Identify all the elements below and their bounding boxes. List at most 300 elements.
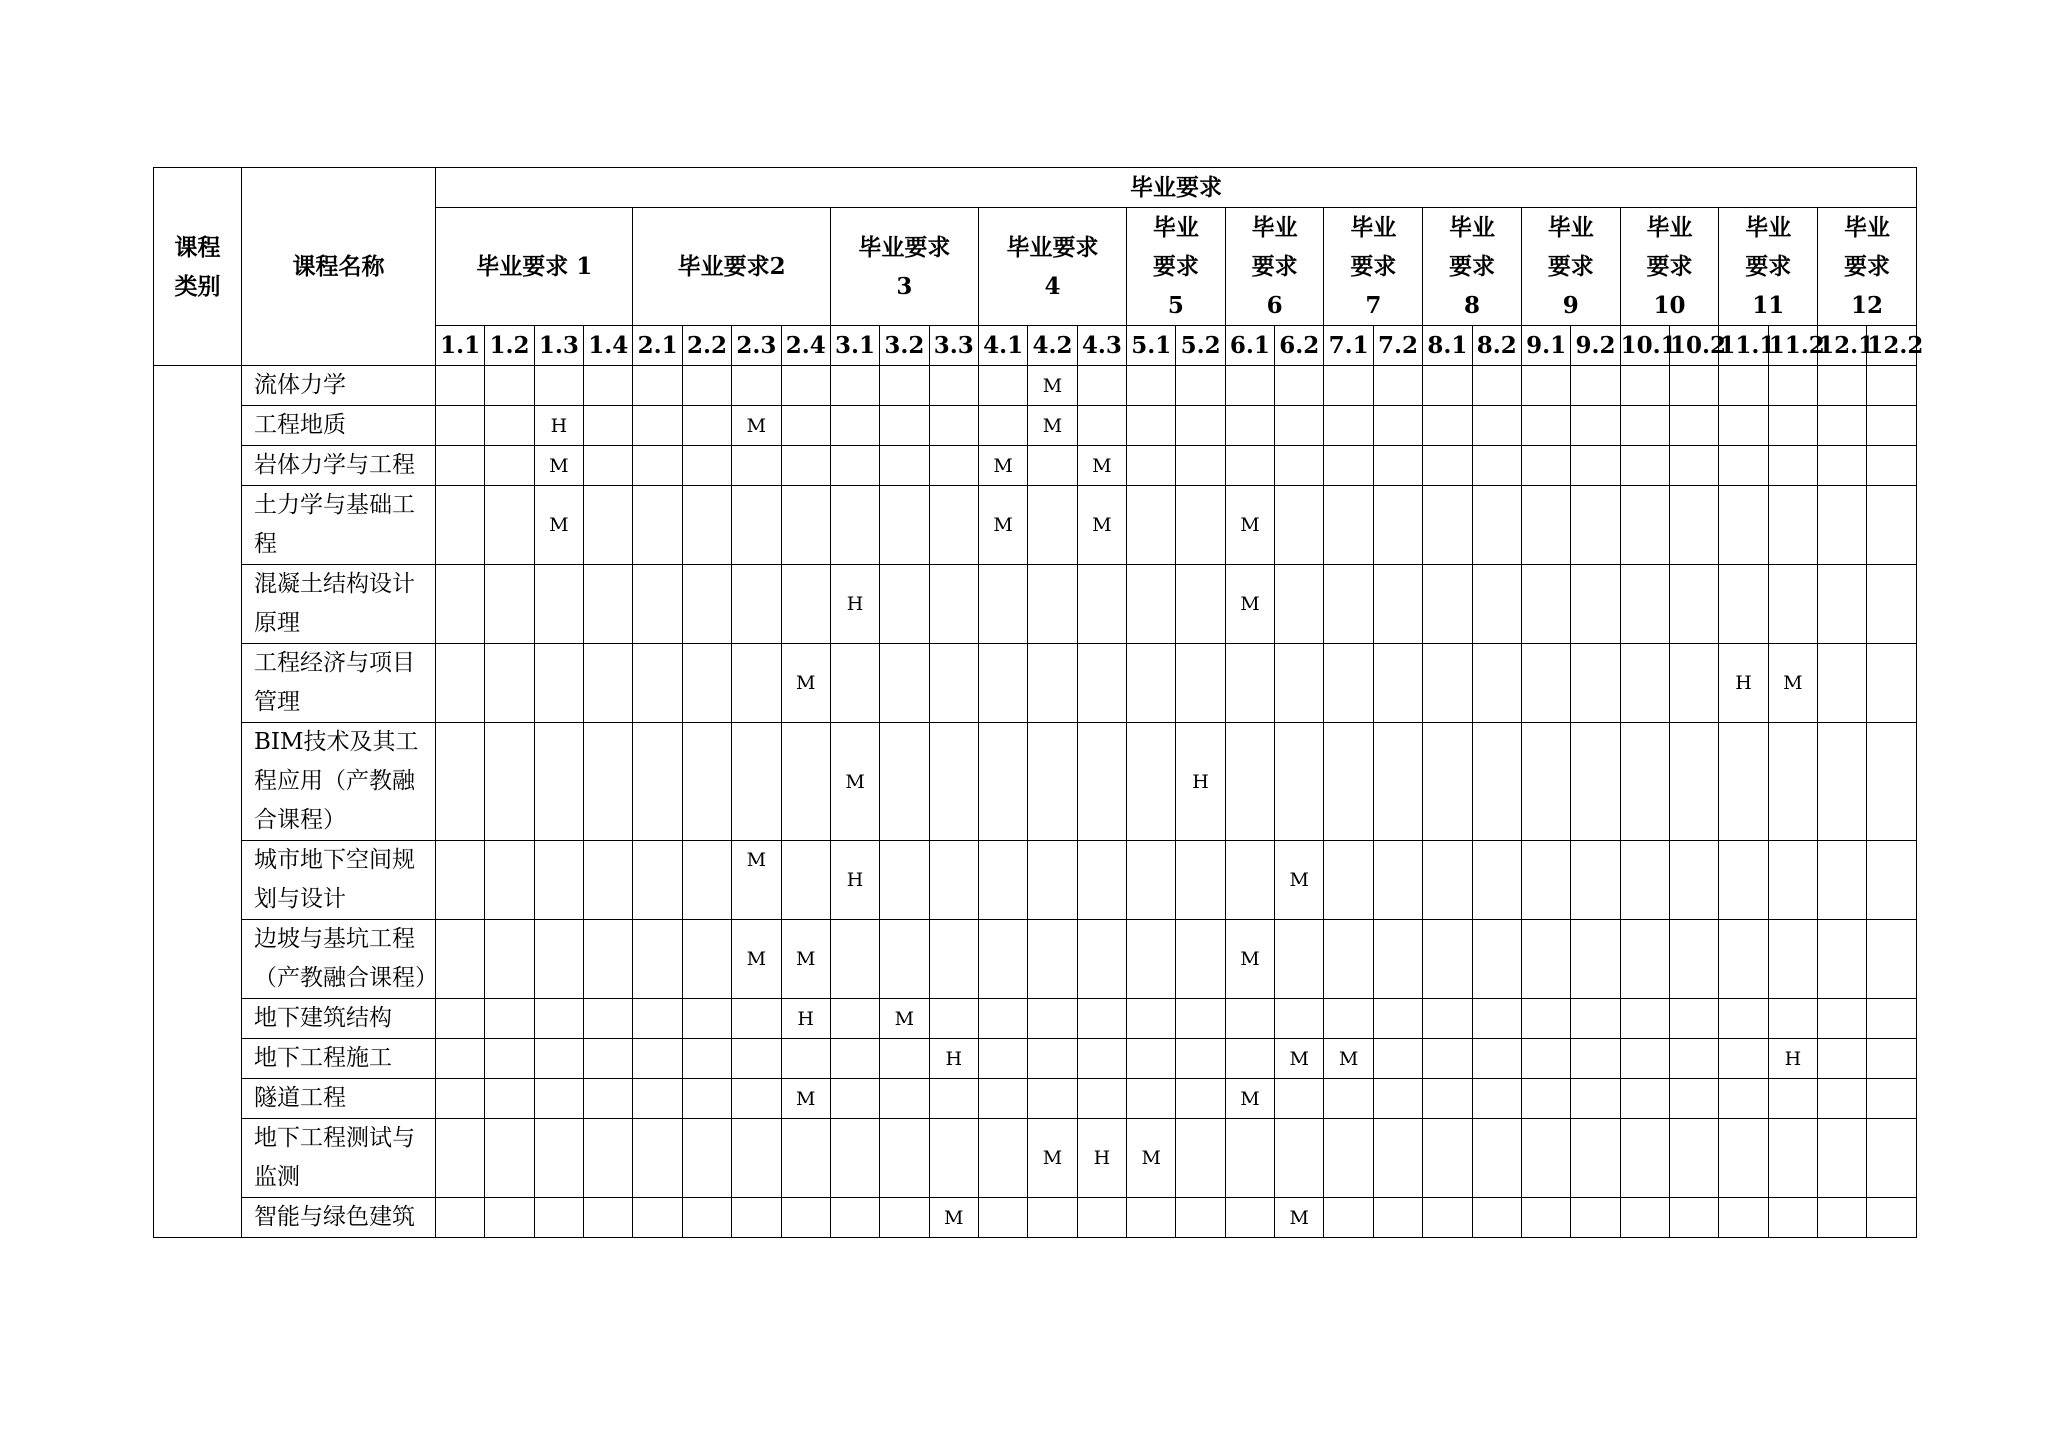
course-name-cell: 混凝土结构设计原理	[242, 565, 436, 644]
requirement-cell	[1275, 1119, 1324, 1198]
requirement-cell	[929, 366, 978, 406]
table-row	[154, 920, 1917, 999]
requirement-cell	[1028, 565, 1077, 644]
requirement-cell	[1423, 1119, 1472, 1198]
requirement-cell	[436, 406, 485, 446]
requirement-cell	[534, 723, 583, 841]
requirement-cell	[1324, 999, 1373, 1039]
requirement-sub-header: 12.1	[1818, 326, 1867, 366]
requirement-cell	[1324, 1119, 1373, 1198]
requirement-cell	[1521, 999, 1570, 1039]
requirement-cell	[1719, 366, 1768, 406]
requirement-cell	[534, 1119, 583, 1198]
requirement-cell	[436, 1198, 485, 1238]
requirement-cell	[1127, 486, 1176, 565]
requirement-cell	[1719, 999, 1768, 1039]
requirement-cell	[732, 486, 781, 565]
requirement-cell	[1028, 920, 1077, 999]
requirement-cell	[1324, 1079, 1373, 1119]
requirement-group-header: 毕业要求11	[1719, 208, 1818, 326]
requirement-cell	[1768, 920, 1817, 999]
requirement-cell	[929, 841, 978, 920]
requirement-cell	[485, 486, 534, 565]
requirement-cell	[830, 920, 879, 999]
requirement-cell	[436, 920, 485, 999]
requirement-cell	[1423, 1079, 1472, 1119]
requirement-cell	[1077, 366, 1126, 406]
requirement-cell	[1669, 1079, 1718, 1119]
requirement-cell	[633, 920, 682, 999]
requirement-cell	[485, 999, 534, 1039]
requirement-cell	[1028, 446, 1077, 486]
requirement-cell	[1028, 841, 1077, 920]
requirement-cell	[534, 644, 583, 723]
requirement-cell	[1423, 841, 1472, 920]
table-row	[154, 999, 1917, 1039]
requirement-cell	[633, 446, 682, 486]
table-row	[154, 644, 1917, 723]
requirement-cell	[1818, 406, 1867, 446]
requirement-cell	[682, 920, 731, 999]
requirement-cell	[1324, 486, 1373, 565]
requirement-cell	[732, 1198, 781, 1238]
requirement-cell	[1225, 1119, 1274, 1198]
requirement-sub-header: 5.2	[1176, 326, 1225, 366]
requirement-group-header: 毕业要求4	[978, 208, 1126, 326]
table-row	[154, 366, 1917, 406]
requirement-cell	[1373, 1079, 1422, 1119]
requirement-cell	[1571, 1198, 1620, 1238]
requirement-cell	[633, 1119, 682, 1198]
requirement-cell	[1127, 999, 1176, 1039]
requirement-cell	[1719, 841, 1768, 920]
requirement-cell	[1472, 1039, 1521, 1079]
requirement-cell	[1669, 486, 1718, 565]
requirement-cell	[1176, 1119, 1225, 1198]
requirement-cell	[1669, 841, 1718, 920]
requirement-cell	[1867, 1198, 1917, 1238]
requirement-cell	[584, 366, 633, 406]
requirement-cell	[978, 1079, 1027, 1119]
requirement-cell	[1719, 723, 1768, 841]
requirement-cell	[880, 565, 929, 644]
requirement-cell	[880, 406, 929, 446]
requirement-cell	[1521, 920, 1570, 999]
requirement-cell	[1867, 1079, 1917, 1119]
requirement-cell	[830, 1079, 879, 1119]
requirement-mark: M	[1768, 644, 1817, 723]
requirement-sub-header: 12.2	[1867, 326, 1917, 366]
requirement-cell	[880, 1198, 929, 1238]
requirement-cell	[1225, 723, 1274, 841]
requirement-cell	[1521, 1079, 1570, 1119]
course-name-cell: 地下建筑结构	[242, 999, 436, 1039]
requirement-cell	[1423, 999, 1472, 1039]
requirement-mark: M	[1028, 366, 1077, 406]
requirement-sub-header: 2.3	[732, 326, 781, 366]
requirement-cell	[978, 1039, 1027, 1079]
requirement-cell	[1620, 841, 1669, 920]
requirement-cell	[1521, 446, 1570, 486]
requirement-cell	[880, 1039, 929, 1079]
requirement-cell	[1373, 565, 1422, 644]
requirement-cell	[534, 920, 583, 999]
requirement-mark: M	[781, 920, 830, 999]
requirement-cell	[1028, 1079, 1077, 1119]
requirement-cell	[1225, 406, 1274, 446]
requirement-cell	[1176, 366, 1225, 406]
requirement-cell	[1275, 406, 1324, 446]
requirement-cell	[929, 644, 978, 723]
requirement-cell	[1620, 1198, 1669, 1238]
table-row	[154, 723, 1917, 841]
requirement-cell	[1423, 406, 1472, 446]
requirement-sub-header: 4.1	[978, 326, 1027, 366]
requirement-cell	[1719, 1079, 1768, 1119]
requirement-cell	[929, 486, 978, 565]
requirement-cell	[682, 406, 731, 446]
requirement-cell	[1768, 1119, 1817, 1198]
header-course-name: 课程名称	[242, 168, 436, 366]
requirement-cell	[781, 406, 830, 446]
requirement-cell	[1176, 486, 1225, 565]
requirement-cell	[1127, 565, 1176, 644]
requirement-cell	[1373, 1198, 1422, 1238]
requirement-cell	[1275, 1079, 1324, 1119]
requirement-cell	[1225, 366, 1274, 406]
requirement-cell	[682, 1119, 731, 1198]
requirement-cell	[880, 1079, 929, 1119]
requirement-cell	[1669, 920, 1718, 999]
requirement-group-header: 毕业要求 1	[436, 208, 633, 326]
requirement-cell	[1719, 1119, 1768, 1198]
requirement-sub-header: 1.1	[436, 326, 485, 366]
requirement-mark: M	[1275, 1039, 1324, 1079]
requirement-cell	[1521, 486, 1570, 565]
requirement-cell	[584, 841, 633, 920]
requirement-mark: M	[1225, 1079, 1274, 1119]
header-requirements: 毕业要求	[436, 168, 1917, 208]
requirement-cell	[1669, 1198, 1718, 1238]
requirement-cell	[1472, 406, 1521, 446]
requirement-group-header: 毕业要求5	[1127, 208, 1226, 326]
requirement-sub-header: 6.2	[1275, 326, 1324, 366]
requirement-cell	[1127, 406, 1176, 446]
requirement-sub-header: 8.1	[1423, 326, 1472, 366]
requirement-mark: M	[732, 406, 781, 446]
requirement-cell	[1176, 1198, 1225, 1238]
requirement-cell	[534, 999, 583, 1039]
requirement-cell	[633, 1079, 682, 1119]
requirement-cell	[485, 366, 534, 406]
requirement-cell	[1818, 565, 1867, 644]
requirement-cell	[1818, 841, 1867, 920]
requirement-cell	[1571, 486, 1620, 565]
requirement-cell	[1373, 446, 1422, 486]
requirement-cell	[633, 406, 682, 446]
requirement-cell	[1373, 1119, 1422, 1198]
requirement-cell	[1127, 366, 1176, 406]
requirement-cell	[978, 565, 1027, 644]
requirement-cell	[732, 999, 781, 1039]
requirement-group-header: 毕业要求3	[830, 208, 978, 326]
requirement-cell	[1571, 723, 1620, 841]
requirement-cell	[1176, 406, 1225, 446]
requirement-mark: M	[1077, 486, 1126, 565]
requirement-cell	[682, 644, 731, 723]
requirement-cell	[1571, 1079, 1620, 1119]
requirement-sub-header: 3.2	[880, 326, 929, 366]
course-name-cell: 岩体力学与工程	[242, 446, 436, 486]
table-row	[154, 1079, 1917, 1119]
requirement-cell	[1275, 644, 1324, 723]
requirement-cell	[1818, 723, 1867, 841]
requirement-mark: H	[830, 841, 879, 920]
requirement-cell	[1818, 999, 1867, 1039]
requirement-cell	[929, 1079, 978, 1119]
requirement-cell	[1867, 644, 1917, 723]
requirement-cell	[1275, 446, 1324, 486]
table-row	[154, 1119, 1917, 1198]
requirement-group-header: 毕业要求12	[1818, 208, 1917, 326]
requirement-sub-header: 9.2	[1571, 326, 1620, 366]
requirement-mark: H	[781, 999, 830, 1039]
requirement-sub-header: 8.2	[1472, 326, 1521, 366]
requirement-cell	[1818, 446, 1867, 486]
requirement-sub-header: 3.1	[830, 326, 879, 366]
requirement-cell	[1620, 366, 1669, 406]
requirement-cell	[1077, 406, 1126, 446]
requirement-cell	[1620, 999, 1669, 1039]
requirement-cell	[880, 644, 929, 723]
requirement-sub-header: 2.2	[682, 326, 731, 366]
requirement-cell	[1324, 446, 1373, 486]
requirement-cell	[436, 366, 485, 406]
requirement-cell	[1620, 644, 1669, 723]
requirement-cell	[1521, 644, 1570, 723]
requirement-cell	[1472, 1119, 1521, 1198]
requirement-cell	[1176, 841, 1225, 920]
requirement-sub-header: 6.1	[1225, 326, 1274, 366]
requirement-sub-header: 7.2	[1373, 326, 1422, 366]
requirement-cell	[880, 486, 929, 565]
requirement-cell	[1867, 920, 1917, 999]
requirement-cell	[633, 723, 682, 841]
requirement-cell	[436, 999, 485, 1039]
requirement-cell	[682, 999, 731, 1039]
requirement-cell	[1472, 446, 1521, 486]
requirement-cell	[633, 1039, 682, 1079]
requirement-cell	[978, 920, 1027, 999]
requirement-cell	[1521, 565, 1570, 644]
course-category-cell	[154, 366, 242, 1238]
course-name-cell: 地下工程测试与监测	[242, 1119, 436, 1198]
requirement-cell	[1669, 999, 1718, 1039]
requirement-cell	[436, 644, 485, 723]
requirement-cell	[1324, 841, 1373, 920]
requirement-group-header: 毕业要求9	[1521, 208, 1620, 326]
requirement-cell	[436, 446, 485, 486]
requirement-cell	[1028, 1039, 1077, 1079]
requirement-cell	[1620, 406, 1669, 446]
course-name-cell: 隧道工程	[242, 1079, 436, 1119]
requirement-cell	[534, 565, 583, 644]
requirement-cell	[1176, 446, 1225, 486]
requirement-mark: M	[1225, 565, 1274, 644]
course-name-cell: 地下工程施工	[242, 1039, 436, 1079]
requirement-cell	[682, 1079, 731, 1119]
requirement-cell	[830, 366, 879, 406]
requirement-group-header: 毕业要求10	[1620, 208, 1719, 326]
requirement-cell	[436, 1039, 485, 1079]
requirement-cell	[682, 1198, 731, 1238]
requirement-cell	[485, 644, 534, 723]
requirement-cell	[1127, 723, 1176, 841]
requirement-sub-header: 1.2	[485, 326, 534, 366]
requirement-cell	[929, 565, 978, 644]
requirement-cell	[1225, 644, 1274, 723]
requirement-sub-header: 2.4	[781, 326, 830, 366]
requirement-cell	[1127, 644, 1176, 723]
requirement-cell	[781, 723, 830, 841]
requirement-cell	[1423, 723, 1472, 841]
requirement-cell	[1127, 1079, 1176, 1119]
requirement-cell	[1373, 723, 1422, 841]
requirement-cell	[1127, 1198, 1176, 1238]
requirement-cell	[929, 999, 978, 1039]
requirement-group-header: 毕业要求6	[1225, 208, 1324, 326]
requirement-cell	[485, 406, 534, 446]
course-name-cell: 边坡与基坑工程（产教融合课程）	[242, 920, 436, 999]
requirement-cell	[534, 841, 583, 920]
requirement-mark: H	[830, 565, 879, 644]
requirement-mark: H	[1719, 644, 1768, 723]
requirement-cell	[830, 1119, 879, 1198]
requirement-cell	[1620, 1119, 1669, 1198]
requirement-cell	[1324, 920, 1373, 999]
requirement-cell	[1176, 999, 1225, 1039]
requirement-cell	[1867, 723, 1917, 841]
requirement-cell	[1028, 723, 1077, 841]
requirement-mark: M	[929, 1198, 978, 1238]
requirement-cell	[1521, 366, 1570, 406]
requirement-cell	[1768, 1198, 1817, 1238]
requirement-mark: M	[1275, 841, 1324, 920]
requirement-cell	[1373, 920, 1422, 999]
requirement-cell	[1423, 644, 1472, 723]
requirement-cell	[978, 723, 1027, 841]
table-row	[154, 486, 1917, 565]
requirement-cell	[1620, 486, 1669, 565]
requirement-cell	[1225, 1198, 1274, 1238]
requirement-cell	[1472, 486, 1521, 565]
requirement-cell	[1571, 920, 1620, 999]
requirement-cell	[830, 644, 879, 723]
requirement-cell	[485, 1039, 534, 1079]
requirement-cell	[1571, 406, 1620, 446]
requirement-cell	[682, 723, 731, 841]
requirement-cell	[1669, 366, 1718, 406]
requirement-sub-header: 7.1	[1324, 326, 1373, 366]
requirement-cell	[978, 366, 1027, 406]
requirement-mark: M	[1028, 406, 1077, 446]
requirement-sub-header: 1.4	[584, 326, 633, 366]
requirement-cell	[732, 1039, 781, 1079]
requirement-cell	[1077, 1079, 1126, 1119]
requirement-cell	[880, 723, 929, 841]
requirement-mark: M	[534, 446, 583, 486]
requirement-cell	[1176, 565, 1225, 644]
requirement-cell	[1225, 446, 1274, 486]
requirement-cell	[1472, 1079, 1521, 1119]
requirement-cell	[1077, 999, 1126, 1039]
requirement-cell	[1768, 486, 1817, 565]
requirement-cell	[830, 406, 879, 446]
requirement-cell	[682, 565, 731, 644]
requirement-cell	[1373, 841, 1422, 920]
requirement-cell	[1867, 1039, 1917, 1079]
course-name-cell: 智能与绿色建筑	[242, 1198, 436, 1238]
course-requirements-matrix	[153, 167, 1924, 1238]
requirement-cell	[1324, 723, 1373, 841]
requirement-cell	[1818, 1198, 1867, 1238]
requirement-cell	[584, 723, 633, 841]
requirement-cell	[1521, 1119, 1570, 1198]
table-row	[154, 406, 1917, 446]
requirement-mark: M	[732, 841, 781, 920]
course-name-cell: 工程地质	[242, 406, 436, 446]
requirement-cell	[633, 841, 682, 920]
requirement-cell	[633, 999, 682, 1039]
requirement-cell	[880, 366, 929, 406]
requirement-cell	[1423, 920, 1472, 999]
requirement-cell	[1275, 565, 1324, 644]
course-name-cell: BIM技术及其工程应用（产教融合课程）	[242, 723, 436, 841]
requirement-cell	[1719, 920, 1768, 999]
requirement-cell	[1867, 1119, 1917, 1198]
requirement-sub-header: 3.3	[929, 326, 978, 366]
requirement-cell	[1818, 920, 1867, 999]
requirement-sub-header: 2.1	[633, 326, 682, 366]
requirement-cell	[1867, 486, 1917, 565]
requirement-cell	[781, 841, 830, 920]
requirement-cell	[880, 920, 929, 999]
requirement-cell	[1571, 1119, 1620, 1198]
requirement-cell	[929, 1119, 978, 1198]
requirement-cell	[781, 565, 830, 644]
requirement-cell	[1324, 1198, 1373, 1238]
requirement-cell	[1818, 1119, 1867, 1198]
requirement-cell	[978, 841, 1027, 920]
requirement-cell	[1719, 486, 1768, 565]
requirement-cell	[584, 486, 633, 565]
requirement-cell	[781, 1119, 830, 1198]
requirement-cell	[1620, 446, 1669, 486]
requirement-cell	[485, 920, 534, 999]
requirement-cell	[1669, 446, 1718, 486]
course-name-cell: 城市地下空间规划与设计	[242, 841, 436, 920]
requirement-cell	[485, 446, 534, 486]
requirement-cell	[436, 1079, 485, 1119]
requirement-cell	[1669, 1039, 1718, 1079]
requirement-cell	[534, 1198, 583, 1238]
header-category: 课程类别	[154, 168, 242, 366]
requirement-mark: H	[1176, 723, 1225, 841]
table-row	[154, 841, 1917, 920]
requirement-cell	[1768, 446, 1817, 486]
requirement-cell	[1719, 446, 1768, 486]
requirement-cell	[436, 565, 485, 644]
